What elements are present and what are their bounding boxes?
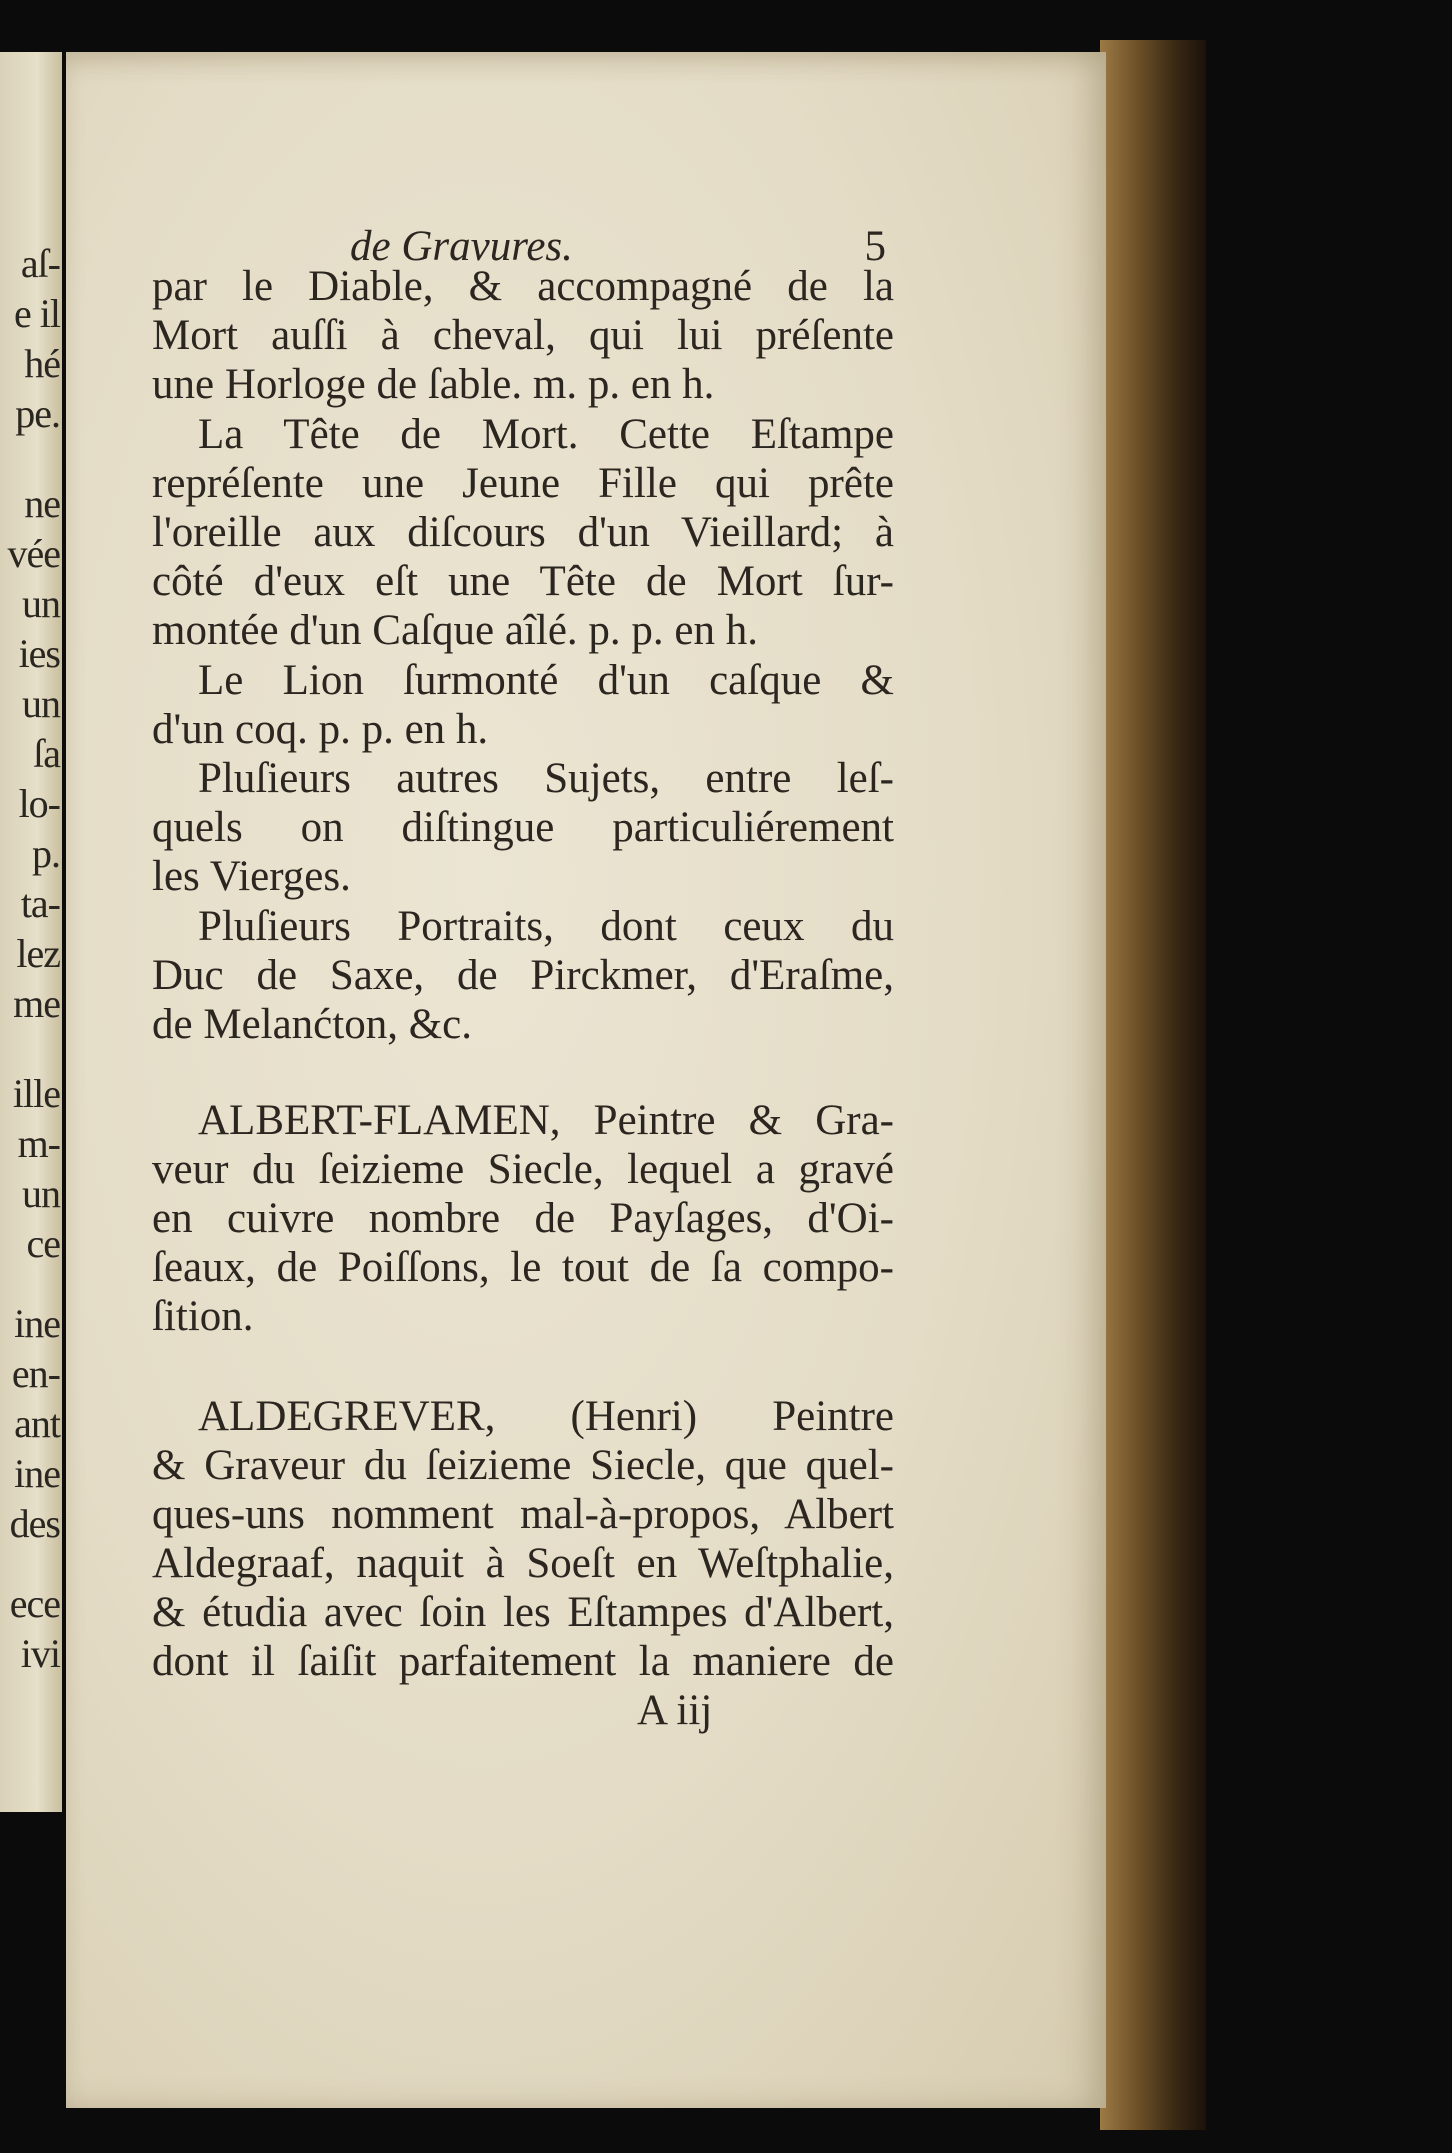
facing-page-text-fragment: vée (7, 531, 60, 576)
text-line: Duc de Saxe, de Pirckmer, d'Eraſme, (152, 952, 894, 999)
text-line: La Tête de Mort. Cette Eſtampe (198, 411, 894, 458)
facing-page-text-fragment: e il (14, 291, 60, 336)
facing-page-text-fragment: ant (14, 1401, 60, 1446)
facing-page-text-fragment: m- (17, 1121, 60, 1166)
entry-heading-line: ALBERT-FLAMEN, Peintre & Gra- (198, 1097, 894, 1144)
facing-page-text-fragment: hé (24, 341, 60, 386)
facing-page-text-fragment: ies (18, 631, 60, 676)
facing-page-text-fragment: lez (16, 931, 60, 976)
text-line: quels on diſtingue particuliérement (152, 804, 894, 851)
text-line: repréſente une Jeune Fille qui prête (152, 460, 894, 507)
facing-page-text-fragment: me (13, 981, 60, 1026)
facing-page-text-fragment: un (22, 1171, 60, 1216)
facing-page-text-fragment: un (22, 681, 60, 726)
text-line: Aldegraaf, naquit à Soeſt en Weſtphalie, (152, 1540, 894, 1587)
facing-page-fragment (0, 52, 62, 1812)
facing-page-text-fragment: p. (32, 831, 60, 876)
text-line: Pluſieurs Portraits, dont ceux du (198, 903, 894, 950)
facing-page-text-fragment: des (9, 1501, 60, 1546)
text-line: par le Diable, & accompagné de la (152, 263, 894, 310)
text-line: Mort auſſi à cheval, qui lui préſente (152, 312, 894, 359)
text-line: ſeaux, de Poiſſons, le tout de ſa compo- (152, 1244, 894, 1291)
facing-page-text-fragment: ine (14, 1301, 60, 1346)
entry-heading-line: ALDEGREVER, (Henri) Peintre (198, 1393, 894, 1440)
text-line: Pluſieurs autres Sujets, entre leſ- (198, 755, 894, 802)
text-line: montée d'un Caſque aîlé. p. p. en h. (152, 607, 759, 654)
text-line: ſition. (152, 1293, 254, 1340)
text-line: l'oreille aux diſcours d'un Vieillard; à (152, 509, 894, 556)
text-line: & Graveur du ſeizieme Siecle, que quel- (152, 1442, 894, 1489)
book-edge (1100, 40, 1206, 2130)
facing-page-text-fragment: lo- (18, 781, 60, 826)
facing-page-text-fragment: pe. (15, 391, 60, 436)
text-line: côté d'eux eſt une Tête de Mort ſur- (152, 558, 894, 605)
text-line: d'un coq. p. p. en h. (152, 706, 489, 753)
facing-page-text-fragment: ivi (20, 1631, 60, 1676)
text-line: dont il ſaiſit parfaitement la maniere de (152, 1638, 894, 1685)
text-line: veur du ſeizieme Siecle, lequel a gravé (152, 1146, 894, 1193)
facing-page-text-fragment: ta- (20, 881, 60, 926)
facing-page-text-fragment: ſa (33, 731, 60, 776)
text-line: en cuivre nombre de Payſages, d'Oi- (152, 1195, 894, 1242)
text-line: une Horloge de ſable. m. p. en h. (152, 361, 715, 408)
text-line: ques-uns nomment mal-à-propos, Albert (152, 1491, 894, 1538)
facing-page-text-fragment: ece (9, 1581, 60, 1626)
page-number: 5 (864, 223, 886, 270)
text-line: les Vierges. (152, 853, 351, 900)
running-head-title: de Gravures. (350, 223, 573, 270)
facing-page-text-fragment: aſ- (20, 241, 60, 286)
text-line: & étudia avec ſoin les Eſtampes d'Albert, (152, 1589, 894, 1636)
facing-page-text-fragment: un (22, 581, 60, 626)
text-line: de Melanćton, &c. (152, 1001, 473, 1048)
text-line: Le Lion ſurmonté d'un caſque & (198, 657, 894, 704)
facing-page-text-fragment: ce (26, 1221, 60, 1266)
signature-mark: A iij (637, 1687, 713, 1734)
facing-page-text-fragment: ne (24, 481, 60, 526)
facing-page-text-fragment: ille (12, 1071, 60, 1116)
facing-page-text-fragment: ine (14, 1451, 60, 1496)
facing-page-text-fragment: en- (11, 1351, 60, 1396)
